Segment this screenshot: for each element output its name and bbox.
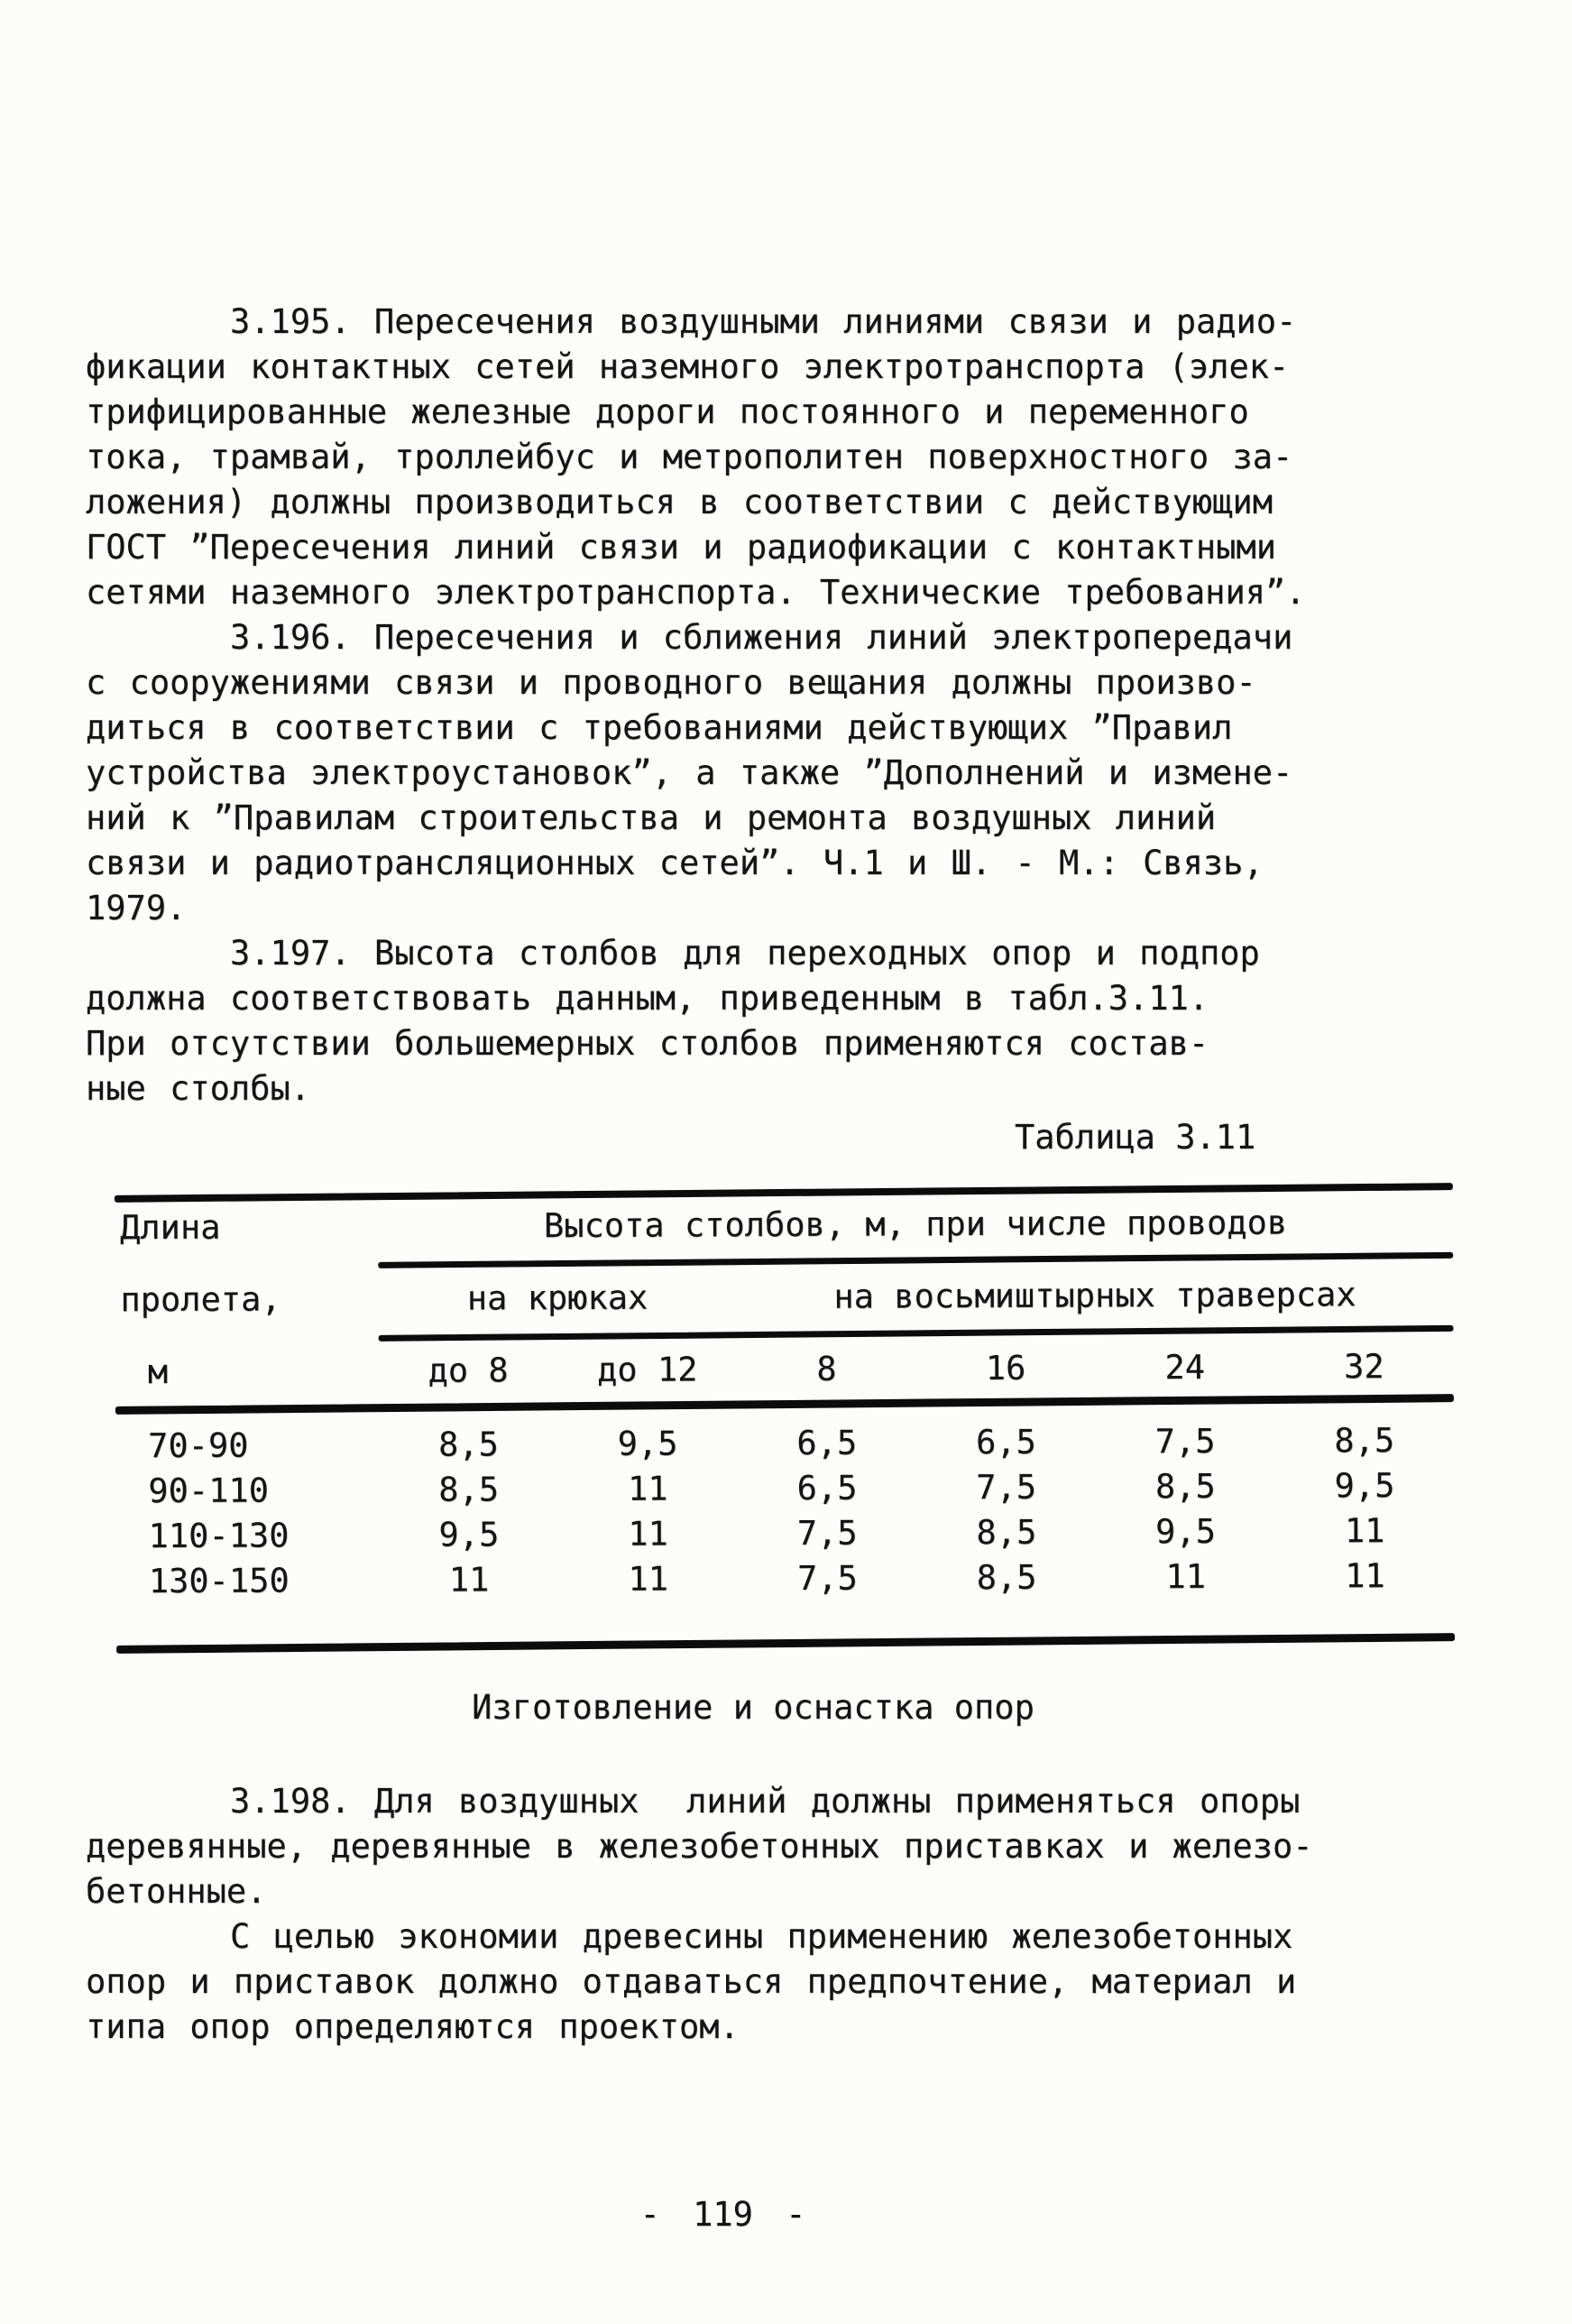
table-cell: 11	[628, 1514, 668, 1554]
section-heading: Изготовление и оснастка опор	[472, 1688, 1034, 1727]
row-header-line: Длина	[119, 1207, 221, 1248]
body-text-top	[86, 300, 1420, 1111]
table-row	[115, 1418, 1454, 1469]
text-line: трифицированные железные дороги постоянного и переменного	[86, 392, 1249, 431]
table-rule-bottom	[116, 1633, 1455, 1654]
table-cell: 7,5	[796, 1558, 858, 1598]
table-cell: 9,5	[617, 1424, 678, 1463]
text-line: устройства электроустановок”, а также ”Дополнений и измене-	[86, 753, 1293, 792]
table-cell: 11	[1344, 1511, 1385, 1551]
table-cell: 8,5	[1334, 1421, 1395, 1461]
body-text-bottom	[86, 1779, 1420, 2050]
row-header-line: пролета,	[120, 1279, 281, 1320]
subheader-cell: 16	[985, 1348, 1026, 1388]
table-cell: 9,5	[1334, 1466, 1395, 1506]
span-length-cell: 110-130	[148, 1516, 290, 1556]
text-line: 3.197. Высота столбов для переходных опор и подпор	[230, 934, 1260, 973]
table-cell: 8,5	[437, 1425, 499, 1464]
poles-height-table	[115, 1186, 1455, 1650]
text-line: ний к ”Правилам строительства и ремонта воздушных линий	[86, 798, 1217, 837]
span-length-cell: 90-110	[148, 1471, 270, 1511]
table-body	[115, 1418, 1455, 1604]
group-header-hooks: на крюках	[466, 1277, 648, 1318]
table-cell: 6,5	[796, 1423, 858, 1462]
text-line: типа опор определяются проектом.	[86, 2007, 740, 2046]
text-line: фикации контактных сетей наземного электротранспорта (элек-	[86, 347, 1290, 386]
text-line: диться в соответствии с требованиями действующих ”Правил	[86, 708, 1233, 747]
table-main-header: Высота столбов, м, при числе проводов	[543, 1203, 1288, 1246]
table-cell: 6,5	[796, 1468, 858, 1508]
table-cell: 7,5	[1154, 1421, 1216, 1462]
table-cell: 11	[448, 1560, 490, 1600]
table-cell: 8,5	[976, 1512, 1037, 1553]
text-line: сетями наземного электротранспорта. Технические требования”.	[86, 573, 1306, 612]
table-cell: 9,5	[1155, 1511, 1217, 1552]
text-line: тока, трамвай, троллейбус и метрополитен поверхностного за-	[86, 438, 1293, 476]
table-cell: 9,5	[438, 1515, 500, 1554]
text-line: бетонные.	[86, 1872, 267, 1911]
table-row	[115, 1508, 1454, 1559]
text-line: 1979.	[86, 889, 187, 927]
text-line: с сооружениями связи и проводного вещания должны произво-	[86, 663, 1256, 702]
table-row	[116, 1554, 1455, 1604]
subheader-cell: 32	[1344, 1347, 1384, 1387]
table-row	[115, 1463, 1454, 1514]
subheader-cell: до 8	[427, 1351, 509, 1390]
table-cell: 11	[628, 1559, 669, 1599]
table-subheader-row	[115, 1338, 1454, 1401]
table-cell: 11	[627, 1469, 668, 1508]
span-length-cell: 70-90	[148, 1425, 249, 1466]
subheader-cell: 8	[816, 1349, 837, 1388]
span-length-cell: 130-150	[148, 1561, 290, 1601]
text-line: ложения) должны производиться в соответствии с действующим	[86, 483, 1273, 521]
subheader-cell: 24	[1164, 1347, 1206, 1388]
group-header-traverses: на восьмиштырных траверсах	[833, 1275, 1356, 1316]
text-line: связи и радиотрансляционных сетей”. Ч.1 и Ш. - М.: Связь,	[86, 844, 1264, 882]
text-line: С целью экономии древесины применению железобетонных	[230, 1917, 1293, 1956]
text-line: ные столбы.	[86, 1069, 311, 1108]
text-line: ГОСТ ”Пересечения линий связи и радиофикации с контактными	[86, 528, 1277, 567]
table-cell: 8,5	[1154, 1466, 1216, 1507]
subheader-cell: до 12	[596, 1350, 698, 1389]
page-number: - 119 -	[639, 2195, 806, 2234]
text-line: 3.195. Пересечения воздушными линиями связи и радио-	[230, 302, 1297, 341]
table-cell: 7,5	[976, 1467, 1037, 1508]
text-line: деревянные, деревянные в железобетонных приставках и железо-	[86, 1827, 1313, 1866]
table-header-row	[115, 1194, 1453, 1257]
row-header-line: м	[147, 1351, 169, 1392]
text-line: опор и приставок должно отдаваться предпочтение, материал и	[86, 1962, 1297, 2001]
table-cell: 11	[1165, 1556, 1207, 1597]
table-cell: 6,5	[975, 1422, 1036, 1462]
table-cell: 7,5	[796, 1513, 858, 1553]
table-caption: Таблица 3.11	[1015, 1118, 1256, 1157]
table-cell: 8,5	[976, 1557, 1037, 1598]
text-line: 3.198. Для воздушных линий должны применяться опоры	[230, 1782, 1301, 1821]
text-line: При отсутствии большемерных столбов применяются состав-	[86, 1024, 1209, 1063]
table-cell: 11	[1345, 1556, 1385, 1596]
text-line: 3.196. Пересечения и сближения линий электропередачи	[230, 618, 1293, 657]
table-group-header-row	[115, 1265, 1453, 1330]
text-line: должна соответствовать данным, приведенным в табл.3.11.	[86, 979, 1209, 1018]
table-cell: 8,5	[438, 1470, 500, 1509]
